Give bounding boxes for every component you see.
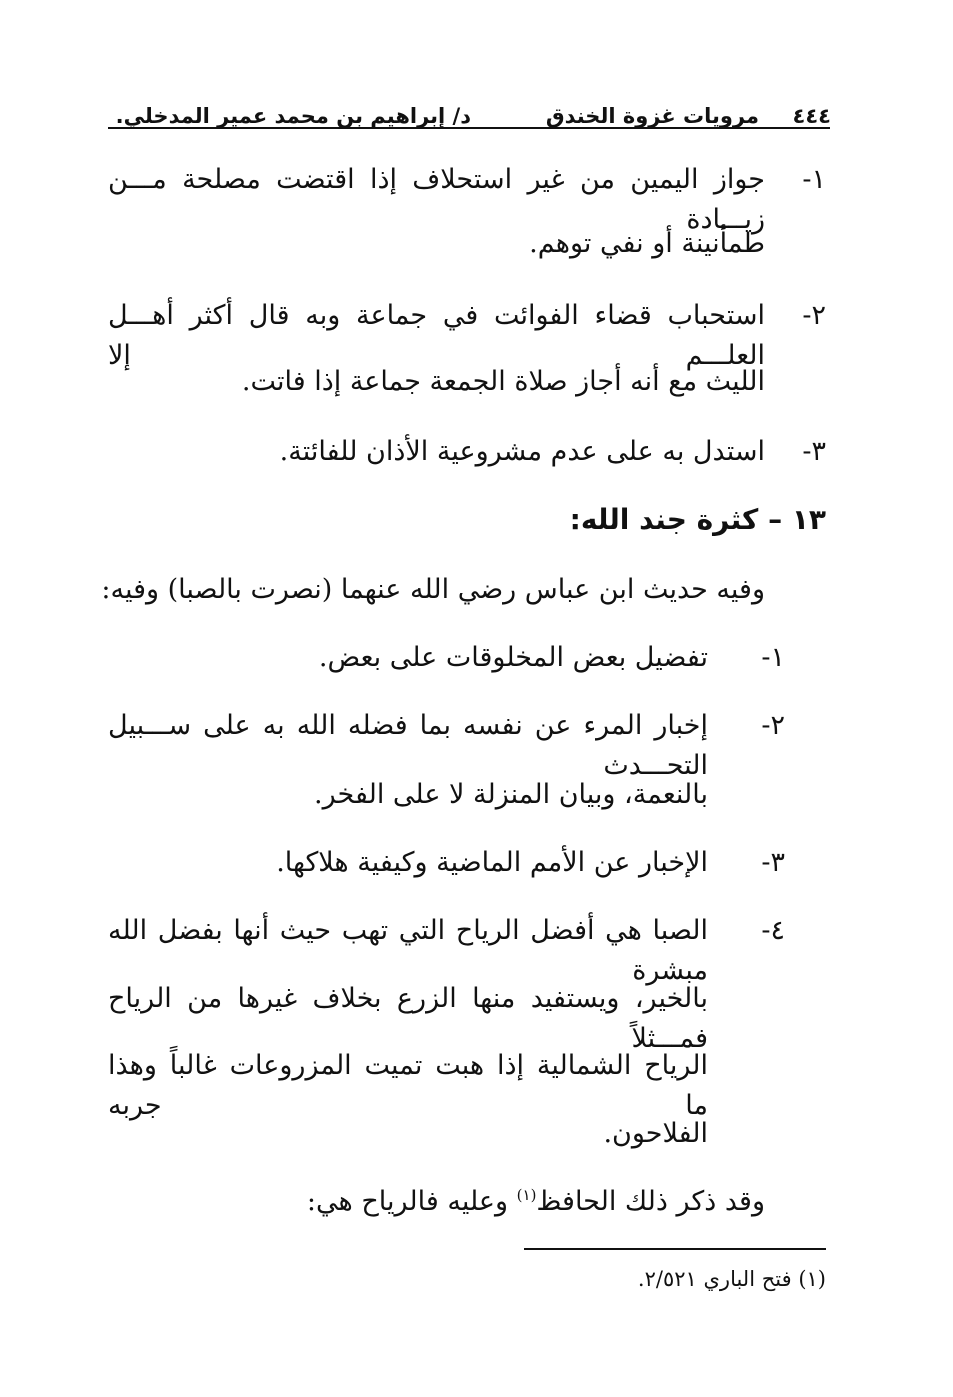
intro-paragraph: وفيه حديث ابن عباس رضي الله عنهما (نصرت بالصبا) وفيه: — [101, 574, 765, 605]
section-heading: ١٣ – كثرة جند الله: — [569, 503, 826, 536]
list-item-text: الإخبار عن الأمم الماضية وكيفية هلاكها. — [276, 847, 708, 878]
list-item-text: بالخير، ويستفيد منها الزرع بخلاف غيرها من الرياح فمـــثلاً — [108, 983, 708, 1054]
list-item-text: الصبا هي أفضل الرياح التي تهب حيث أنها بفضل الله مبشرة — [108, 915, 708, 986]
closing-paragraph — [307, 1182, 765, 1222]
list-item-number: ٣- — [802, 436, 826, 467]
closing-text: وعليه فالرياح هي: — [306, 1186, 517, 1217]
list-item-text: الفلاحون. — [603, 1118, 708, 1149]
list-item-number: ١- — [802, 164, 826, 195]
list-item-text: الليث مع أنه أجاز صلاة الجمعة جماعة إذا فاتت. — [241, 366, 765, 397]
footnote-divider — [524, 1248, 826, 1250]
list-item-text: إخبار المرء عن نفسه بما فضله الله به على ســـبيل التحـــدث — [108, 710, 708, 781]
list-item-number: ٣- — [761, 847, 785, 878]
list-item-text: جواز اليمين من غير استحلاف إذا اقتضت مصلحة مـــن زيـــادة — [108, 164, 765, 235]
list-item-text: استحباب قضاء الفوائت في جماعة وبه قال أكثر أهـــل العلـــم إلا — [108, 300, 765, 371]
header-divider — [108, 127, 830, 129]
list-item-text: بالنعمة، وبيان المنزلة لا على الفخر. — [314, 779, 708, 810]
list-item-text: الرياح الشمالية إذا هبت تميت المزروعات غالباً وهذا ما جربه — [108, 1050, 708, 1121]
list-item-text: تفضيل بعض المخلوقات على بعض. — [318, 642, 708, 673]
footnote: (١) فتح الباري ٢/٥٢١. — [637, 1267, 826, 1291]
list-item-number: ٢- — [761, 710, 785, 741]
closing-text: وقد ذكر ذلك الحافظ — [536, 1186, 765, 1217]
footnote-reference: (١) — [516, 1186, 537, 1204]
list-item-number: ١- — [761, 642, 785, 673]
page-number: ٤٤٤ — [792, 104, 831, 128]
list-item-text: طمأنينة أو نفي توهم. — [529, 228, 765, 259]
list-item-number: ٢- — [802, 300, 826, 331]
author-name: د/ إبراهيم بن محمد عمير المدخلي. — [115, 104, 471, 128]
list-item-number: ٤- — [761, 915, 785, 946]
book-title: مرويات غزوة الخندق — [545, 104, 759, 128]
list-item-text: استدل به على عدم مشروعية الأذان للفائتة. — [279, 436, 765, 467]
